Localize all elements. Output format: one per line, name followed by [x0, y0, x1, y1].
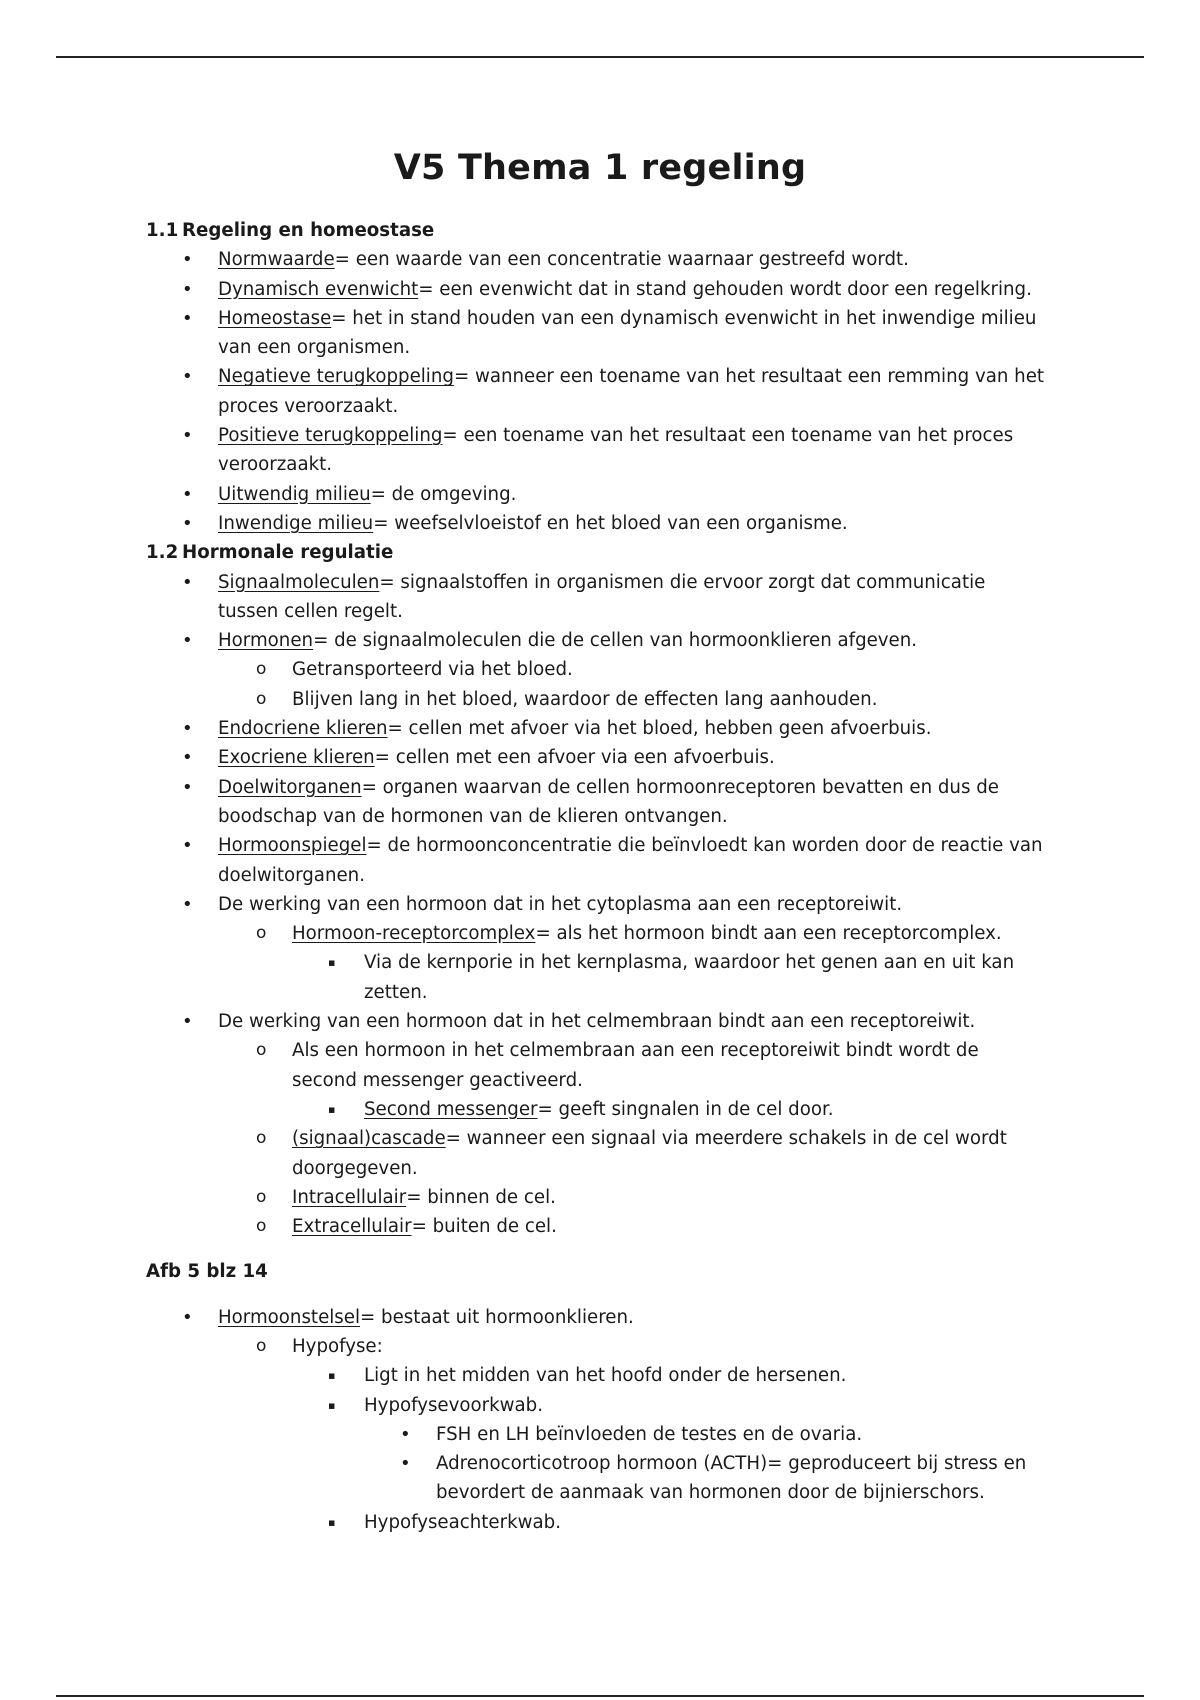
term: Endocriene klieren [218, 718, 388, 740]
term: Exocriene klieren [218, 747, 375, 769]
bullet-disc: • [182, 1011, 193, 1033]
bullet-disc: • [182, 307, 193, 329]
sub-list-item [146, 655, 1046, 684]
list-item [146, 362, 1046, 421]
section-title: Hormonale regulatie [182, 542, 394, 564]
sub-sub-list-item [146, 1508, 1046, 1537]
sub-list-item [146, 1036, 1046, 1095]
definition: = cellen met een afvoer via een afvoerbuis. [374, 747, 775, 769]
bullet-square: ▪ [328, 956, 336, 970]
sub-text: Blijven lang in het bloed, waardoor de effecten lang aanhouden. [292, 688, 878, 710]
header-rule [56, 56, 1144, 58]
definition: = de hormoonconcentratie die beïnvloedt kan worden door de reactie van doelwitorganen. [218, 835, 1043, 886]
bullet-disc: • [182, 571, 193, 593]
sub-text: Hypofyse: [292, 1335, 383, 1357]
term: Hormoonspiegel [218, 835, 367, 857]
term: Dynamisch evenwicht [218, 278, 419, 300]
sub-text: Adrenocorticotroop hormoon (ACTH)= geproduceert bij stress en bevordert de aanmaak van hormonen door de bijnierschors. [436, 1453, 1027, 1504]
bullet-disc: • [182, 776, 193, 798]
sub-text: Ligt in het midden van het hoofd onder de hersenen. [364, 1365, 847, 1387]
list-item [146, 275, 1046, 304]
bullet-square: ▪ [328, 1515, 336, 1529]
bullet-circle: o [256, 659, 267, 680]
list-item [146, 509, 1046, 538]
term: Inwendige milieu [218, 512, 374, 534]
sub-list-item [146, 1124, 1046, 1183]
bullet-disc: • [182, 483, 193, 505]
bullet-disc: • [182, 249, 193, 271]
sub-list-item [146, 685, 1046, 714]
bullet-circle: o [256, 688, 267, 709]
section-number: 1.1 [146, 220, 179, 241]
definition: = als het hormoon bindt aan een receptorcomplex. [535, 923, 1002, 945]
term: Hormoonstelsel [218, 1306, 361, 1328]
footer-rule [56, 1695, 1144, 1697]
definition: = organen waarvan de cellen hormoonreceptoren bevatten en dus de boodschap van de hormonen van de klieren ontvangen. [218, 776, 999, 827]
sub-text: Hypofyseachterkwab. [364, 1511, 561, 1533]
term: (signaal)cascade [292, 1128, 446, 1150]
list-item [146, 304, 1046, 363]
list-item [146, 714, 1046, 743]
definition: = wanneer een toename van het resultaat een remming van het proces veroorzaakt. [218, 366, 1045, 417]
bullet-circle: o [256, 1186, 267, 1207]
bullet-disc: • [182, 512, 193, 534]
sub-sub-list-item [146, 948, 1046, 1007]
figure-reference-heading: Afb 5 blz 14 [146, 1261, 268, 1283]
term: Signaalmoleculen [218, 571, 380, 593]
level4-list-item [146, 1420, 1046, 1449]
bullet-disc: • [182, 718, 193, 740]
sub-sub-list-item [146, 1095, 1046, 1124]
sub-list-item [146, 919, 1046, 948]
sub-text: Hypofysevoorkwab. [364, 1394, 543, 1416]
definition: = binnen de cel. [406, 1186, 556, 1208]
list-item [146, 773, 1046, 832]
list-item [146, 626, 1046, 655]
bullet-circle: o [256, 1128, 267, 1149]
bullet-square: ▪ [328, 1369, 336, 1383]
term: Extracellulair [292, 1216, 412, 1238]
term: Negatieve terugkoppeling [218, 366, 454, 388]
bullet-disc: • [400, 1453, 411, 1475]
bullet-disc: • [182, 893, 193, 915]
bullet-circle: o [256, 1335, 267, 1356]
term: Homeostase [218, 307, 332, 329]
document-body [146, 216, 1046, 1537]
bullet-circle: o [256, 923, 267, 944]
sub-list-item [146, 1332, 1046, 1361]
term: Hormoon-receptorcomplex [292, 923, 536, 945]
definition: = cellen met afvoer via het bloed, hebben geen afvoerbuis. [387, 718, 932, 740]
item-text: De werking van een hormoon dat in het cytoplasma aan een receptoreiwit. [218, 893, 903, 915]
section-title: Regeling en homeostase [182, 220, 435, 241]
list-item [146, 245, 1046, 274]
definition: = een evenwicht dat in stand gehouden wordt door een regelkring. [418, 278, 1032, 300]
term: Intracellulair [292, 1186, 407, 1208]
definition: = een waarde van een concentratie waarnaar gestreefd wordt. [334, 249, 909, 271]
sub-text: Als een hormoon in het celmembraan aan een receptoreiwit bindt wordt de second messenger geactiveerd. [292, 1040, 979, 1091]
sub-text: FSH en LH beïnvloeden de testes en de ovaria. [436, 1423, 863, 1445]
bullet-disc: • [182, 630, 193, 652]
sub-sub-list-item [146, 1391, 1046, 1420]
list-item [146, 743, 1046, 772]
bullet-circle: o [256, 1216, 267, 1237]
definition: = buiten de cel. [411, 1216, 557, 1238]
bullet-square: ▪ [328, 1102, 336, 1116]
section-number: 1.2 [146, 542, 179, 564]
definition: = wanneer een signaal via meerdere schakels in de cel wordt doorgegeven. [292, 1128, 1007, 1179]
sub-text: Via de kernporie in het kernplasma, waardoor het genen aan en uit kan zetten. [364, 952, 1015, 1003]
definition: = signaalstoffen in organismen die ervoor zorgt dat communicatie tussen cellen regelt. [218, 571, 986, 622]
list-item [146, 421, 1046, 480]
term: Normwaarde [218, 249, 335, 271]
definition: = bestaat uit hormoonklieren. [360, 1306, 634, 1328]
definition: = de signaalmoleculen die de cellen van hormoonklieren afgeven. [313, 630, 918, 652]
term: Hormonen [218, 630, 314, 652]
term: Positieve terugkoppeling [218, 425, 443, 447]
list-item [146, 568, 1046, 627]
level4-list-item [146, 1449, 1046, 1508]
item-text: De werking van een hormoon dat in het celmembraan bindt aan een receptoreiwit. [218, 1011, 976, 1033]
document-title: V5 Thema 1 regeling [393, 148, 807, 188]
bullet-square: ▪ [328, 1398, 336, 1412]
bullet-disc: • [182, 366, 193, 388]
section-heading-1-1 [146, 216, 1046, 245]
bullet-circle: o [256, 1040, 267, 1061]
bullet-disc: • [182, 1306, 193, 1328]
definition: = de omgeving. [370, 483, 517, 505]
section-heading-1-2 [146, 538, 1046, 567]
list-item [146, 1303, 1046, 1332]
definition: = weefselvloeistof en het bloed van een organisme. [373, 512, 848, 534]
definition: = een toename van het resultaat een toename van het proces veroorzaakt. [218, 425, 1014, 476]
term: Uitwendig milieu [218, 483, 371, 505]
bullet-disc: • [182, 747, 193, 769]
definition: = het in stand houden van een dynamisch evenwicht in het inwendige milieu van een organismen. [218, 307, 1037, 359]
term: Second messenger [364, 1098, 538, 1120]
list-item [146, 480, 1046, 509]
sub-sub-list-item [146, 1361, 1046, 1390]
sub-list-item [146, 1212, 1046, 1241]
list-item [146, 831, 1046, 890]
bullet-disc: • [182, 425, 193, 447]
list-item [146, 890, 1046, 919]
definition: = geeft singnalen in de cel door. [537, 1098, 834, 1120]
sub-text: Getransporteerd via het bloed. [292, 659, 573, 681]
bullet-disc: • [400, 1423, 411, 1445]
term: Doelwitorganen [218, 776, 362, 798]
sub-list-item [146, 1183, 1046, 1212]
list-item [146, 1007, 1046, 1036]
bullet-disc: • [182, 835, 193, 857]
bullet-disc: • [182, 278, 193, 300]
